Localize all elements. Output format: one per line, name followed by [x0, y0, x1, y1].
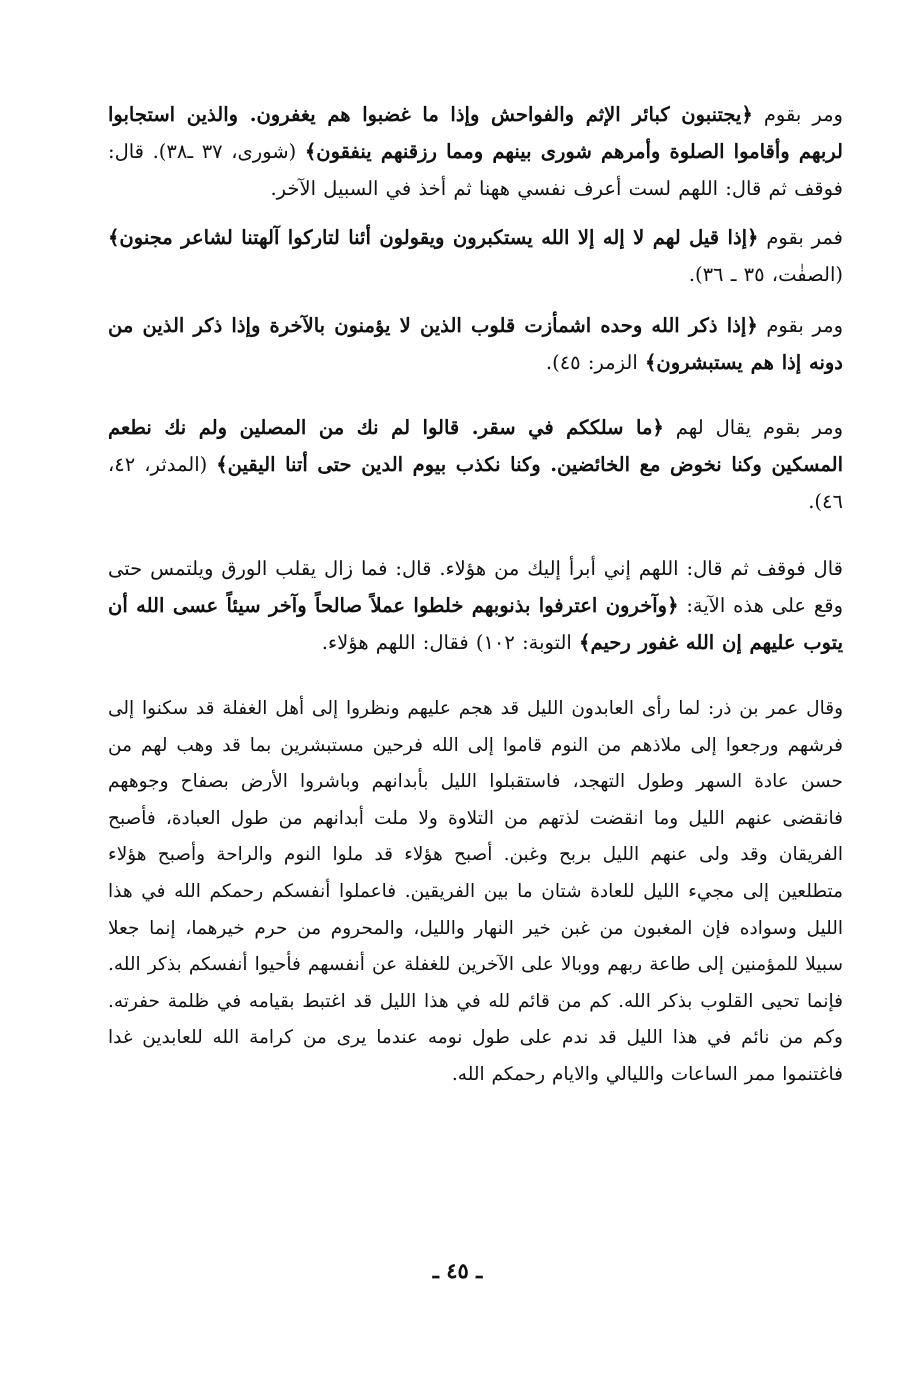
- paragraph-6-umar-ibn-dharr: [108, 691, 843, 1094]
- paragraph-3-quran-quote: ﴿إذا ذكر الله وحده اشمأزت قلوب الذين لا يؤمنون بالآخرة وإذا ذكر الذين من دونه إذا هم يستبشرون﴾: [108, 314, 843, 374]
- paragraph-2-intro: فمر بقوم: [758, 226, 843, 249]
- paragraph-2-reference: (الصفٰت، ٣٥ ـ ٣٦).: [688, 263, 843, 286]
- page-body: [108, 96, 843, 1094]
- paragraph-3-intro: ومر بقوم: [757, 314, 843, 337]
- paragraph-4-reference: (المدثر، ٤٢، ٤٦).: [108, 453, 843, 513]
- paragraph-6-text: وقال عمر بن ذر: لما رأى العابدون الليل قد هجم عليهم ونظروا إلى أهل الغفلة قد سكنوا إلى فرشهم ورجعوا إلى ملاذهم من النوم قاموا إلى الله فرحين مستبشرين بما قد وهب لهم من حسن عادة السهر وطول التهجد، فاستقبلوا الليل بأبدانهم وباشروا الأرض بصفاح وجوههم فانقضى عنهم الليل وما انقضت لذتهم من التلاوة ولا ملت أبدانهم من طول العبادة، فأصبح الفريقان وقد ولى عنهم الليل بربح وغبن. أصبح هؤلاء قد ملوا النوم والراحة وأصبح هؤلاء متطلعين إلى مجيء الليل للعادة شتان ما بين الفريقين. فاعملوا أنفسكم رحمكم الله في هذا الليل وسواده فإن المغبون من غبن خير النهار والليل، والمحروم من حرم خيرهما، إنما جعلا سبيلا للمؤمنين إلى طاعة ربهم ووبالا على الآخرين للغفلة عن أنفسهم فأحيوا أنفسكم بذكر الله. فإنما تحيى القلوب بذكر الله. كم من قائم لله في هذا الليل قد اغتبط بقيامه في ظلمة حفرته. وكم من نائم في هذا الليل قد ندم على طول نومه عندما يرى من كرامة الله للعابدين غدا فاغتنموا ممر الساعات والليالي والايام رحمكم الله.: [108, 698, 843, 1085]
- page-number: ـ ٤٥ ـ: [432, 1258, 483, 1283]
- paragraph-5-intro: قال فوقف ثم قال: اللهم إني أبرأ إليك من هؤلاء. قال: فما زال يقلب الورق ويلتمس حتى وقع على هذه الآية:: [108, 557, 843, 617]
- paragraph-4-quran-quote: ﴿ما سلككم في سقر. قالوا لم نك من المصلين ولم نك نطعم المسكين وكنا نخوض مع الخائضين. وكنا نكذب بيوم الدين حتى أتنا اليقين﴾: [108, 416, 843, 476]
- paragraph-1-intro: ومر بقوم: [752, 103, 843, 126]
- paragraph-4: [108, 409, 843, 520]
- paragraph-5-reference: التوبة: ١٠٢) فقال: اللهم هؤلاء.: [321, 631, 580, 654]
- paragraph-3: [108, 307, 843, 381]
- paragraph-3-reference: الزمر: ٤٥).: [545, 351, 645, 374]
- paragraph-1-quran-quote: ﴿يجتنبون كبائر الإثم والفواحش وإذا ما غضبوا هم يغفرون. والذين استجابوا لربهم وأقاموا الصلوة وأمرهم شورى بينهم ومما رزقنهم ينفقون﴾: [108, 103, 844, 163]
- paragraph-5-quran-quote: ﴿وآخرون اعترفوا بذنوبهم خلطوا عملاً صالحاً وآخر سيئاً عسى الله أن يتوب عليهم إن الله غفور رحيم﴾: [108, 594, 843, 654]
- paragraph-5: [108, 550, 843, 661]
- paragraph-2-quran-quote: ﴿إذا قيل لهم لا إله إلا الله يستكبرون ويقولون أئنا لتاركوا آلهتنا لشاعر مجنون﴾: [108, 226, 759, 249]
- paragraph-1-reference: (شورى، ٣٧ ـ٣٨). قال: فوقف ثم قال: اللهم لست أعرف نفسي ههنا ثم أخذ في السبيل الآخر.: [108, 140, 843, 200]
- paragraph-2: [108, 219, 843, 293]
- paragraph-1: [108, 96, 843, 207]
- paragraph-4-intro: ومر بقوم يقال لهم: [663, 416, 843, 439]
